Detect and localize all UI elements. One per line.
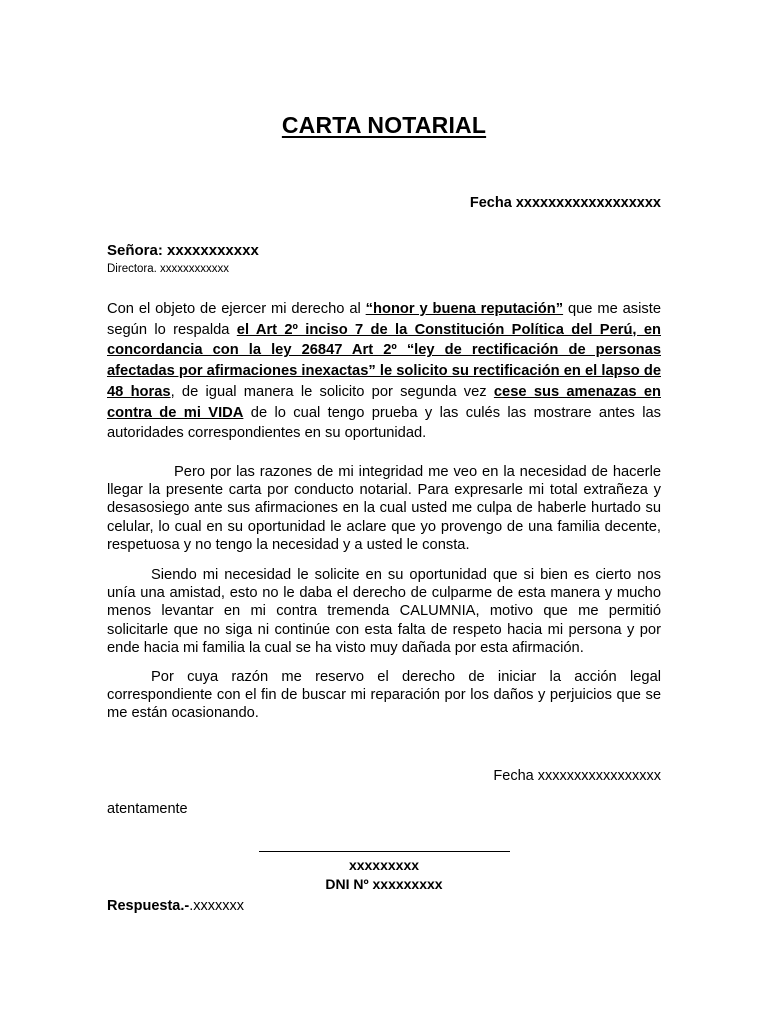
paragraph-4: Por cuya razón me reservo el derecho de iniciar la acción legal correspondiente con el fin de buscar mi reparación por los daños y perjuicios que se me están ocasionando.	[107, 669, 661, 722]
recipient-position: Directora. xxxxxxxxxxxx	[107, 263, 230, 275]
p1-text-4: de lo cual tengo prueba y las culés las mostrare antes las autoridades correspondientes en su oportunidad.	[107, 404, 661, 442]
signature-name: xxxxxxxxx	[348, 857, 420, 873]
p1-threat-phrase: cese sus amenazas en contra de mi VIDA	[107, 383, 661, 421]
closing: atentamente	[107, 801, 188, 817]
answer-label: Respuesta.-	[107, 898, 190, 914]
p1-legal-reference: el Art 2º inciso 7 de la Constitución Política del Perú, en concordancia con la ley 26847 Art 2º “ley de rectificación de personas afectadas por afirmaciones inexactas” le solicito su rectificación en el lapso de 48 horas	[107, 321, 661, 400]
answer-value: .xxxxxxx	[189, 898, 244, 914]
date-top	[470, 195, 661, 211]
date-top-value: xxxxxxxxxxxxxxxxxx	[515, 195, 661, 211]
paragraph-1	[107, 299, 661, 444]
document-title: CARTA NOTARIAL	[281, 112, 487, 138]
p1-honor-phrase: “honor y buena reputación”	[365, 301, 564, 317]
p1-text-2: que me asiste según lo respalda	[107, 301, 661, 338]
signature-dni: DNI Nº xxxxxxxxx	[325, 876, 443, 892]
signature-line	[259, 851, 510, 852]
paragraph-2: Pero por las razones de mi integridad me veo en la necesidad de hacerle llegar la presente carta por conducto notarial. Para expresarle mi total extrañeza y desasosiego ante sus afirmaciones en la cual usted me culpa de haberle hurtado su celular, lo cual en su oportunidad le aclare que yo provengo de una familia decente, respetuosa y no tengo la necesidad y a usted le consta.	[107, 464, 661, 553]
recipient-salutation: Señora: xxxxxxxxxxx	[107, 242, 259, 259]
paragraph-3: Siendo mi necesidad le solicite en su oportunidad que si bien es cierto nos unía una amistad, esto no le daba el derecho de culparme de esta manera y mucho menos levantar en mi contra tremenda CALUMNIA, motivo que me permitió solicitarle que no siga ni continúe con esta falta de respeto hacia mi persona y por ende hacia mi familia la cual se ha visto muy dañada por esta afirmación.	[107, 567, 661, 656]
date-bottom: Fecha xxxxxxxxxxxxxxxxx	[493, 768, 661, 784]
p1-text-3: , de igual manera le solicito por segunda vez	[170, 383, 494, 400]
p1-text-1: Con el objeto de ejercer mi derecho al	[107, 301, 366, 317]
answer-line	[107, 898, 244, 914]
date-top-label: Fecha	[469, 195, 512, 211]
